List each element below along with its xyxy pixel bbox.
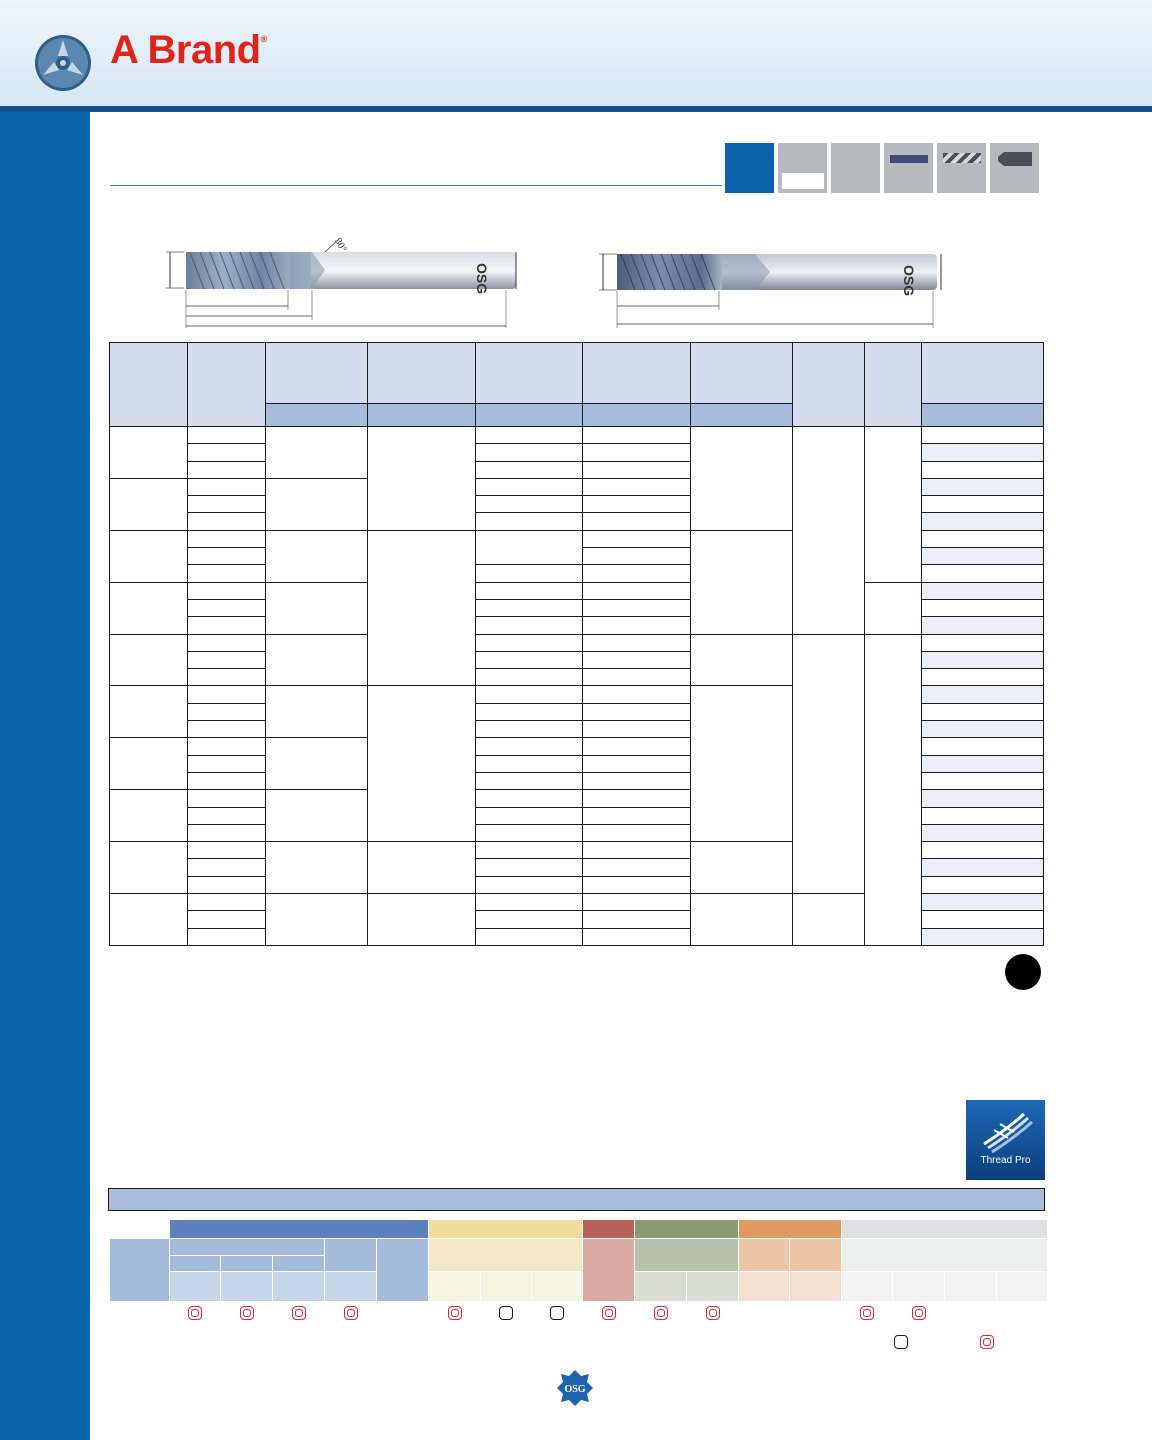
cell bbox=[188, 496, 266, 513]
suitability-cell bbox=[481, 1302, 532, 1325]
cell bbox=[188, 842, 266, 859]
mat-col bbox=[687, 1272, 739, 1302]
cell bbox=[921, 928, 1043, 945]
cell bbox=[690, 686, 792, 842]
suitability-cell bbox=[221, 1302, 273, 1325]
tab-3[interactable] bbox=[831, 143, 880, 193]
header-rule bbox=[0, 106, 1152, 112]
mat-col bbox=[273, 1272, 325, 1302]
cell bbox=[266, 634, 368, 686]
spec-header-cell bbox=[583, 343, 690, 404]
cell bbox=[921, 790, 1043, 807]
cell bbox=[476, 911, 583, 928]
cell bbox=[921, 530, 1043, 547]
cell bbox=[188, 617, 266, 634]
mat-group-heatresistant bbox=[739, 1220, 842, 1239]
cell bbox=[921, 686, 1043, 703]
cell bbox=[792, 427, 864, 635]
excellent-mark-icon bbox=[292, 1306, 306, 1320]
good-mark-icon bbox=[499, 1306, 513, 1320]
cell bbox=[476, 859, 583, 876]
cell bbox=[476, 790, 583, 807]
tool-bar-icon bbox=[890, 155, 928, 163]
group-cell bbox=[110, 790, 188, 842]
spec-header-cell bbox=[266, 343, 368, 404]
cell bbox=[583, 755, 690, 772]
excellent-mark-icon bbox=[912, 1306, 926, 1320]
spec-header-cell bbox=[110, 343, 188, 427]
cell bbox=[864, 582, 921, 634]
mat-group-other bbox=[842, 1220, 1048, 1239]
suitability-cell bbox=[997, 1302, 1048, 1325]
cell bbox=[690, 427, 792, 531]
excellent-mark-icon bbox=[654, 1306, 668, 1320]
cell bbox=[476, 444, 583, 461]
cell bbox=[476, 894, 583, 911]
cell bbox=[476, 617, 583, 634]
mat-col bbox=[429, 1272, 481, 1302]
mat-group-nonferrous bbox=[635, 1220, 739, 1239]
good-mark-icon bbox=[550, 1306, 564, 1320]
cell bbox=[583, 634, 690, 651]
cell bbox=[583, 496, 690, 513]
spec-unit-cell bbox=[690, 404, 792, 427]
mat-subgroup bbox=[842, 1239, 1048, 1272]
spec-header-cell bbox=[690, 343, 792, 404]
cell bbox=[921, 582, 1043, 599]
cell bbox=[583, 738, 690, 755]
mat-group-castiron bbox=[583, 1220, 635, 1239]
cell bbox=[476, 599, 583, 616]
spec-header-cell bbox=[792, 343, 864, 427]
spec-header-cell bbox=[368, 343, 476, 404]
tab-4[interactable] bbox=[884, 143, 933, 193]
spec-unit-cell bbox=[921, 404, 1043, 427]
cell bbox=[921, 738, 1043, 755]
cell bbox=[266, 790, 368, 842]
cell bbox=[188, 651, 266, 668]
cell bbox=[864, 634, 921, 945]
tool-logo-right: OSG bbox=[901, 265, 917, 297]
angle-label: 30° bbox=[332, 236, 349, 255]
mat-subgroup bbox=[273, 1256, 325, 1272]
cell bbox=[266, 738, 368, 790]
tab-2-white-block bbox=[782, 173, 824, 189]
cell bbox=[921, 427, 1043, 444]
cell bbox=[921, 548, 1043, 565]
mat-col bbox=[893, 1272, 945, 1302]
group-cell bbox=[110, 738, 188, 790]
mat-subgroup bbox=[429, 1239, 583, 1272]
excellent-mark-icon bbox=[344, 1306, 358, 1320]
cell bbox=[583, 427, 690, 444]
cell bbox=[690, 894, 792, 946]
cell bbox=[921, 876, 1043, 893]
cell bbox=[476, 772, 583, 789]
mat-col bbox=[481, 1272, 532, 1302]
mat-col bbox=[221, 1272, 273, 1302]
spec-unit-cell bbox=[368, 404, 476, 427]
suitability-cell bbox=[532, 1302, 583, 1325]
cell bbox=[476, 807, 583, 824]
cell bbox=[476, 427, 583, 444]
cell bbox=[690, 634, 792, 686]
cell bbox=[188, 669, 266, 686]
tab-2[interactable] bbox=[778, 143, 827, 193]
spec-unit-cell bbox=[583, 404, 690, 427]
footer-logo-icon bbox=[555, 1368, 595, 1408]
cell bbox=[188, 807, 266, 824]
cell bbox=[583, 911, 690, 928]
flute-stripes-icon bbox=[943, 153, 981, 163]
threadpro-label: Thread Pro bbox=[980, 1155, 1031, 1166]
spec-unit-cell bbox=[476, 404, 583, 427]
cell bbox=[921, 496, 1043, 513]
cell bbox=[921, 894, 1043, 911]
cell bbox=[921, 461, 1043, 478]
cell bbox=[583, 790, 690, 807]
tab-6[interactable] bbox=[990, 143, 1039, 193]
mat-group-stainless bbox=[429, 1220, 583, 1239]
tool-drawing-right bbox=[595, 228, 955, 328]
section-bullet bbox=[1005, 954, 1041, 990]
excellent-mark-icon bbox=[188, 1306, 202, 1320]
cell bbox=[476, 478, 583, 495]
cell bbox=[188, 513, 266, 530]
cell bbox=[476, 703, 583, 720]
cell bbox=[188, 721, 266, 738]
excellent-mark-icon bbox=[602, 1306, 616, 1320]
mat-corner bbox=[110, 1220, 170, 1239]
cell bbox=[792, 634, 864, 893]
cell bbox=[583, 703, 690, 720]
cell bbox=[188, 876, 266, 893]
suitability-cell bbox=[583, 1302, 635, 1325]
cell bbox=[476, 651, 583, 668]
cell bbox=[188, 686, 266, 703]
cell bbox=[690, 842, 792, 894]
cell bbox=[266, 582, 368, 634]
cell bbox=[583, 686, 690, 703]
cell bbox=[476, 634, 583, 651]
suitability-cell bbox=[893, 1302, 945, 1325]
cell bbox=[188, 755, 266, 772]
cell bbox=[583, 772, 690, 789]
cell bbox=[921, 617, 1043, 634]
mat-col bbox=[997, 1272, 1048, 1302]
suitability-cell bbox=[687, 1302, 739, 1325]
group-cell bbox=[110, 427, 188, 479]
mat-subgroup bbox=[377, 1239, 429, 1302]
cell bbox=[188, 703, 266, 720]
cell bbox=[368, 842, 476, 894]
cell bbox=[476, 669, 583, 686]
group-cell bbox=[110, 582, 188, 634]
cell bbox=[583, 548, 690, 565]
mat-row-label bbox=[110, 1239, 170, 1302]
cell bbox=[583, 928, 690, 945]
mat-subgroup bbox=[325, 1239, 377, 1272]
cell bbox=[921, 721, 1043, 738]
cell bbox=[368, 686, 476, 842]
excellent-mark-icon bbox=[240, 1306, 254, 1320]
cell bbox=[583, 842, 690, 859]
mat-subgroup bbox=[221, 1256, 273, 1272]
left-sidebar-band bbox=[0, 112, 90, 1440]
mat-subgroup bbox=[170, 1239, 325, 1256]
cell bbox=[368, 427, 476, 531]
group-cell bbox=[110, 686, 188, 738]
mat-subgroup bbox=[170, 1256, 221, 1272]
mat-col bbox=[532, 1272, 583, 1302]
cell bbox=[921, 599, 1043, 616]
cell bbox=[188, 444, 266, 461]
cell bbox=[583, 461, 690, 478]
cell bbox=[921, 807, 1043, 824]
group-cell bbox=[110, 530, 188, 582]
excellent-mark-icon bbox=[860, 1306, 874, 1320]
cell bbox=[476, 738, 583, 755]
cell bbox=[921, 824, 1043, 841]
mat-col bbox=[325, 1272, 377, 1302]
cell bbox=[921, 703, 1043, 720]
cell bbox=[921, 755, 1043, 772]
tab-5[interactable] bbox=[937, 143, 986, 193]
cell bbox=[476, 755, 583, 772]
suitability-cell bbox=[790, 1302, 842, 1325]
spec-header-cell bbox=[921, 343, 1043, 404]
cell bbox=[476, 513, 583, 530]
cell bbox=[476, 582, 583, 599]
cell bbox=[583, 807, 690, 824]
cell bbox=[188, 582, 266, 599]
mat-col bbox=[635, 1272, 687, 1302]
cell bbox=[921, 842, 1043, 859]
cell bbox=[188, 738, 266, 755]
cell bbox=[188, 599, 266, 616]
mat-group-steel bbox=[170, 1220, 429, 1239]
suitability-cell bbox=[273, 1302, 325, 1325]
cell bbox=[266, 530, 368, 582]
footer-logo-text: OSG bbox=[564, 1384, 586, 1395]
cell bbox=[188, 565, 266, 582]
threadpro-icon bbox=[966, 1100, 1045, 1160]
cell bbox=[921, 772, 1043, 789]
suitability-cell bbox=[325, 1302, 377, 1325]
cell bbox=[188, 530, 266, 547]
cell bbox=[476, 496, 583, 513]
suitability-row bbox=[110, 1302, 1048, 1325]
cell bbox=[583, 478, 690, 495]
spec-table bbox=[109, 342, 1044, 946]
cell bbox=[583, 513, 690, 530]
mat-subgroup bbox=[635, 1239, 739, 1272]
cell bbox=[583, 599, 690, 616]
brand-logo-icon bbox=[34, 34, 92, 92]
cell bbox=[188, 478, 266, 495]
excellent-mark-icon bbox=[448, 1306, 462, 1320]
tab-active[interactable] bbox=[725, 143, 774, 193]
cell bbox=[188, 894, 266, 911]
suitability-label bbox=[110, 1302, 170, 1325]
spec-header-cell bbox=[864, 343, 921, 427]
shank-icon bbox=[998, 152, 1032, 166]
cell bbox=[921, 478, 1043, 495]
brand-name: A Brand® bbox=[110, 28, 267, 72]
cell bbox=[583, 444, 690, 461]
group-cell bbox=[110, 842, 188, 894]
suitability-cell bbox=[635, 1302, 687, 1325]
cell bbox=[921, 565, 1043, 582]
cell bbox=[921, 911, 1043, 928]
spec-header-cell bbox=[188, 343, 266, 427]
suitability-cell bbox=[739, 1302, 790, 1325]
suitability-cell bbox=[945, 1302, 997, 1325]
cell bbox=[864, 427, 921, 583]
cell bbox=[368, 894, 476, 946]
excellent-mark-icon bbox=[706, 1306, 720, 1320]
cell bbox=[266, 686, 368, 738]
tool-logo-left: OSG bbox=[474, 263, 490, 295]
cell bbox=[476, 928, 583, 945]
cell bbox=[266, 478, 368, 530]
cell bbox=[188, 824, 266, 841]
legend-good-icon bbox=[894, 1335, 908, 1349]
cell bbox=[583, 617, 690, 634]
cell bbox=[921, 444, 1043, 461]
cell bbox=[583, 894, 690, 911]
cell bbox=[476, 565, 583, 582]
threadpro-badge bbox=[966, 1100, 1045, 1180]
cell bbox=[476, 842, 583, 859]
spec-unit-cell bbox=[266, 404, 368, 427]
cell bbox=[476, 824, 583, 841]
cell bbox=[583, 721, 690, 738]
tool-drawing-left bbox=[160, 228, 530, 328]
cell bbox=[921, 513, 1043, 530]
cell bbox=[188, 772, 266, 789]
mat-subgroup bbox=[739, 1239, 790, 1272]
mat-subgroup bbox=[583, 1239, 635, 1302]
cell bbox=[188, 548, 266, 565]
cell bbox=[921, 651, 1043, 668]
cell bbox=[690, 530, 792, 634]
cell bbox=[188, 427, 266, 444]
cell bbox=[921, 859, 1043, 876]
cell bbox=[266, 842, 368, 894]
suitability-cell bbox=[377, 1302, 429, 1325]
mat-col bbox=[945, 1272, 997, 1302]
mat-col bbox=[170, 1272, 221, 1302]
group-cell bbox=[110, 894, 188, 946]
cell bbox=[188, 461, 266, 478]
cell bbox=[476, 461, 583, 478]
cell bbox=[583, 651, 690, 668]
legend-excellent-icon bbox=[980, 1335, 994, 1349]
cell bbox=[921, 634, 1043, 651]
cell bbox=[476, 876, 583, 893]
cell bbox=[583, 530, 690, 547]
mat-col bbox=[790, 1272, 842, 1302]
cell bbox=[583, 582, 690, 599]
cell bbox=[583, 669, 690, 686]
title-underline bbox=[110, 185, 722, 186]
suitability-cell bbox=[842, 1302, 893, 1325]
cell bbox=[792, 894, 864, 946]
material-table bbox=[109, 1219, 1048, 1325]
mat-subgroup bbox=[790, 1239, 842, 1272]
cell bbox=[921, 669, 1043, 686]
category-tabs bbox=[725, 143, 1039, 193]
cell bbox=[188, 634, 266, 651]
mat-col bbox=[842, 1272, 893, 1302]
cell bbox=[583, 876, 690, 893]
cell bbox=[476, 686, 583, 703]
group-cell bbox=[110, 634, 188, 686]
suitability-cell bbox=[429, 1302, 481, 1325]
material-section-bar bbox=[108, 1188, 1045, 1211]
cell bbox=[368, 530, 476, 686]
cell bbox=[188, 859, 266, 876]
cell bbox=[476, 530, 583, 565]
cell bbox=[583, 824, 690, 841]
cell bbox=[476, 721, 583, 738]
cell bbox=[583, 565, 690, 582]
cell bbox=[188, 790, 266, 807]
group-cell bbox=[110, 478, 188, 530]
mat-col bbox=[739, 1272, 790, 1302]
cell bbox=[583, 859, 690, 876]
cell bbox=[188, 911, 266, 928]
spec-header-cell bbox=[476, 343, 583, 404]
cell bbox=[266, 427, 368, 479]
cell bbox=[188, 928, 266, 945]
cell bbox=[266, 894, 368, 946]
suitability-cell bbox=[170, 1302, 221, 1325]
